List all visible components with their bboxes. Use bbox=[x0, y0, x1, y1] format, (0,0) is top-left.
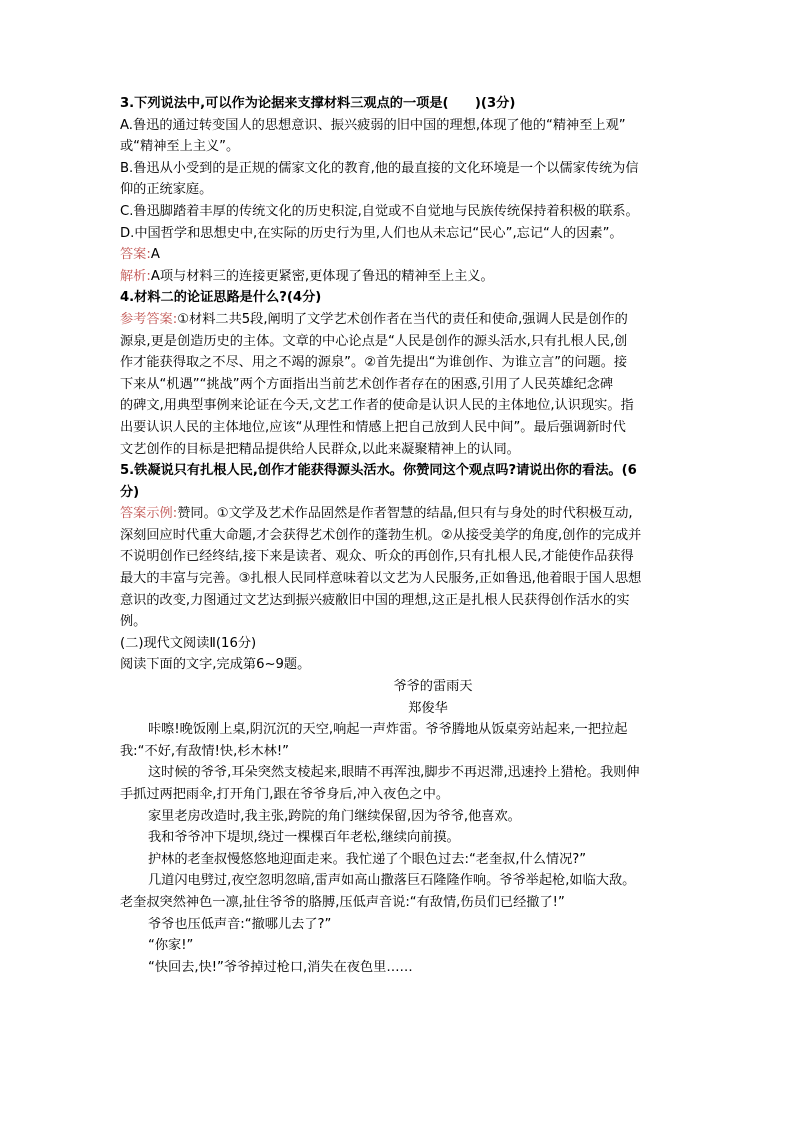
option-b-line-1: B.鲁迅从小受到的是正规的儒家文化的教育,他的最直接的文化环境是一个以儒家传统为信 bbox=[120, 160, 639, 176]
q5-answer-line: 意识的改变,力图通过文艺达到振兴疲敝旧中国的理想,这正是扎根人民获得创作活水的实 bbox=[120, 592, 630, 608]
q4-answer-line-1 bbox=[120, 309, 676, 331]
q5-answer-line: 例。 bbox=[120, 614, 147, 630]
story-paragraph: 爷爷也压低声音:“撤哪儿去了?” bbox=[148, 916, 332, 932]
story-paragraph: 这时候的爷爷,耳朵突然支棱起来,眼睛不再浑浊,脚步不再迟滞,迅速拎上猎枪。我则伸 bbox=[148, 765, 640, 781]
q5-answer-text: 赞同。①文学及艺术作品固然是作者智慧的结晶,但只有与身处的时代积极互动, bbox=[177, 506, 633, 522]
q4-answer-line: 下来从“机遇”“挑战”两个方面指出当前艺术创作者存在的困惑,引用了人民英雄纪念碑 bbox=[120, 376, 614, 392]
story-paragraph: 护林的老奎叔慢悠悠地迎面走来。我忙递了个眼色过去:“老奎叔,什么情况?” bbox=[148, 851, 587, 867]
answer-value: A bbox=[150, 247, 160, 263]
question-3-stem: 3.下列说法中,可以作为论据来支撑材料三观点的一项是( )(3分) bbox=[120, 96, 516, 111]
story-paragraph-continued: 我:“不好,有敌情!快,杉木林!” bbox=[120, 743, 289, 759]
section-instruction: 阅读下面的文字,完成第6~9题。 bbox=[120, 657, 311, 673]
story-paragraph: 咔嚓!晚饭刚上桌,阴沉沉的天空,响起一声炸雷。爷爷腾地从饭桌旁站起来,一把拉起 bbox=[148, 722, 628, 738]
question-4-stem: 4.材料二的论证思路是什么?(4分) bbox=[120, 290, 322, 306]
q5-answer-line-1 bbox=[120, 503, 676, 525]
question-5-stem-line-1: 5.铁凝说只有扎根人民,创作才能获得源头活水。你赞同这个观点吗?请说出你的看法。(6 bbox=[120, 463, 637, 479]
q4-answer-line: 作才能获得取之不尽、用之不竭的源泉”。②首先提出“为谁创作、为谁立言”的问题。接 bbox=[120, 355, 628, 371]
q4-answer-line: 文艺创作的目标是把精品提供给人民群众,以此来凝聚精神上的认同。 bbox=[120, 441, 520, 457]
story-author: 郑俊华 bbox=[408, 700, 448, 716]
answer-label: 答案: bbox=[120, 247, 151, 263]
reference-answer-label: 参考答案: bbox=[120, 311, 178, 327]
story-paragraph-continued: 手抓过两把雨伞,打开角门,跟在爷爷身后,冲入夜色之中。 bbox=[120, 787, 450, 802]
q5-answer-line: 不说明创作已经终结,接下来是读者、观众、听众的再创作,只有扎根人民,才能使作品获得 bbox=[120, 549, 634, 565]
q4-answer-text: ①材料二共5段,阐明了文学艺术创作者在当代的责任和使命,强调人民是创作的 bbox=[177, 311, 628, 327]
section-heading: (二)现代文阅读Ⅱ(16分) bbox=[120, 635, 257, 651]
question-5-stem-line-2: 分) bbox=[120, 484, 140, 500]
q4-answer-line: 出要认识人民的主体地位,应该“从理性和情感上把自己放到人民中间”。最后强调新时代 bbox=[120, 419, 626, 435]
answer-line bbox=[120, 244, 676, 266]
q4-answer-line: 的碑文,用典型事例来论证在今天,文艺工作者的使命是认识人民的主体地位,认识现实。指 bbox=[120, 398, 634, 414]
story-title: 爷爷的雷雨天 bbox=[393, 679, 473, 695]
analysis-line bbox=[120, 266, 676, 288]
story-paragraph: “快回去,快!”爷爷掉过枪口,消失在夜色里…… bbox=[148, 959, 413, 975]
story-paragraph: “你家!” bbox=[148, 938, 194, 954]
analysis-label: 解析: bbox=[120, 268, 151, 284]
story-paragraph-continued: 老奎叔突然神色一凛,扯住爷爷的胳膊,压低声音说:“有敌情,伤员们已经撤了!” bbox=[120, 894, 565, 910]
story-paragraph: 我和爷爷冲下堤坝,绕过一棵棵百年老松,继续向前摸。 bbox=[148, 830, 460, 846]
answer-example-label: 答案示例: bbox=[120, 506, 178, 522]
q5-answer-line: 最大的丰富与完善。③扎根人民同样意味着以文艺为人民服务,正如鲁迅,他着眼于国人思想 bbox=[120, 571, 642, 587]
option-a-line-1: A.鲁迅的通过转变国人的思想意识、振兴疲弱的旧中国的理想,体现了他的“精神至上观” bbox=[120, 117, 626, 133]
option-c: C.鲁迅脚踏着丰厚的传统文化的历史积淀,自觉或不自觉地与民族传统保持着积极的联系。 bbox=[120, 203, 639, 219]
story-paragraph: 几道闪电劈过,夜空忽明忽暗,雷声如高山撒落巨石隆隆作响。爷爷举起枪,如临大敌。 bbox=[148, 873, 636, 889]
q4-answer-line: 源泉,更是创造历史的主体。文章的中心论点是“人民是创作的源头活水,只有扎根人民,创 bbox=[120, 333, 628, 349]
document-page bbox=[120, 93, 676, 978]
analysis-text: A项与材料三的连接更紧密,更体现了鲁迅的精神至上主义。 bbox=[150, 268, 494, 284]
option-b-line-2: 仰的正统家庭。 bbox=[120, 182, 213, 198]
option-a-line-2: 或“精神至上主义”。 bbox=[120, 139, 240, 155]
q5-answer-line: 深刻回应时代重大命题,才会获得艺术创作的蓬勃生机。②从接受美学的角度,创作的完成并 bbox=[120, 527, 642, 543]
story-paragraph: 家里老房改造时,我主张,跨院的角门继续保留,因为爷爷,他喜欢。 bbox=[148, 808, 521, 824]
option-d: D.中国哲学和思想史中,在实际的历史行为里,人们也从未忘记“民心”,忘记“人的因素”。 bbox=[120, 225, 623, 241]
